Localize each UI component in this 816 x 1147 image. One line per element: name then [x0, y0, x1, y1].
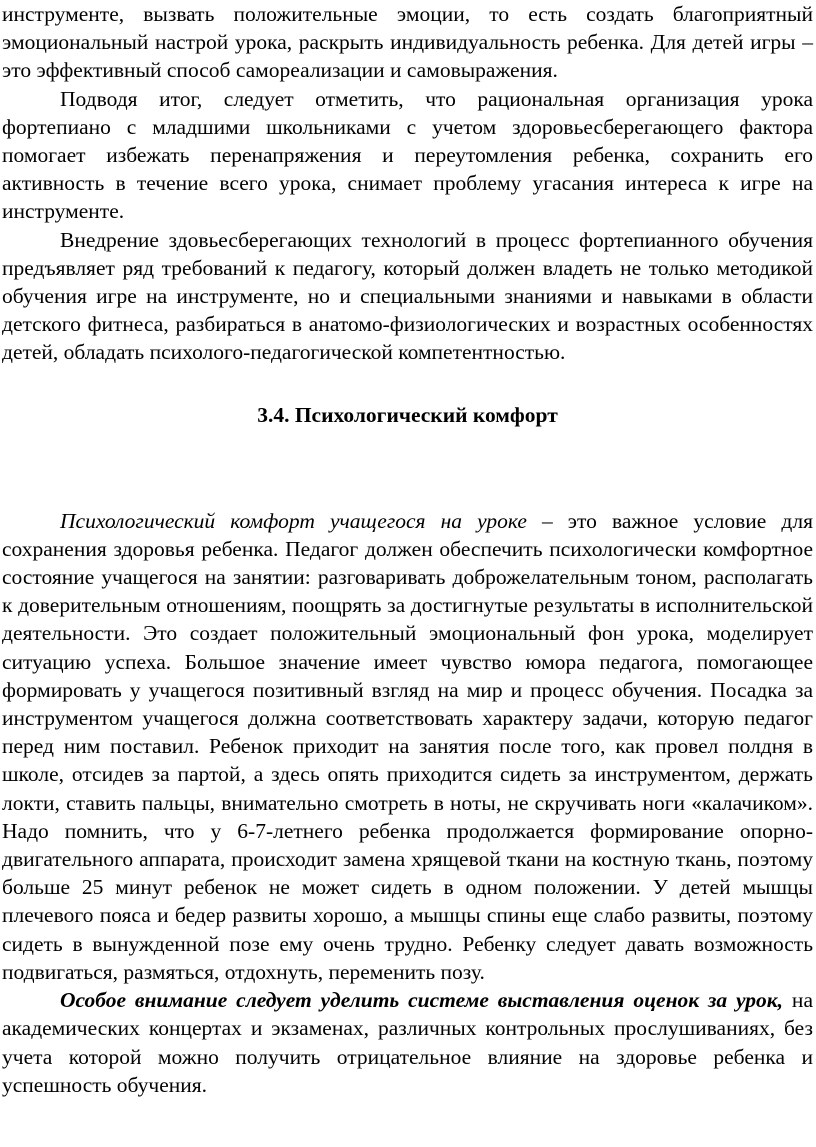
paragraph-summary: Подводя итог, следует отметить, что рациональная организация урока фортепиано с младшими школьниками с учетом здоровьесберегающего фактора помогает избежать перенапряжения и переутомления ребенка, сохранить его активность в течение всего урока, снимает проблему угасания интереса к игре на инструменте.: [2, 86, 813, 224]
paragraph-requirements: Внедрение здовьесберегающих технологий в процесс фортепианного обучения предъявляет ряд требований к педагогу, который должен владеть не только методикой обучения игре на инструменте, но и специальными знаниями и навыками в области детского фитнеса, разбираться в анатомо-физиологических и возрастных особенностях детей, обладать психолого-педагогической компетентностью.: [2, 227, 813, 365]
paragraph-body-text: – это важное условие для сохранения здоровья ребенка. Педагог должен обеспечить психологически комфортное состояние учащегося на занятии: разговаривать доброжелательным тоном, располагать к доверительным отношениям, поощрять за достигнутые результаты в исполнительской деятельности. Это создает положительный эмоциональный фон урока, моделирует ситуацию успеха. Большое значение имеет чувство юмора педагога, помогающее формировать у учащегося позитивный взгляд на мир и процесс обучения. Посадка за инструментом учащегося должна соответствовать характеру задачи, которую педагог перед ним поставил. Ребенок приходит на занятия после того, как провел полдня в школе, отсидев за партой, а здесь опять приходится сидеть за инструментом, держать локти, ставить пальцы, внимательно смотреть в ноты, не скручивать ноги «калачиком». Надо помнить, что у 6-7-летнего ребенка продолжается формирование опорно-двигательного аппарата, происходит замена хрящевой ткани на костную ткань, поэтому больше 25 минут ребенок не может сидеть в одном положении. У детей мышцы плечевого пояса и бедер развиты хорошо, а мышцы спины еще слабо развиты, поэтому сидеть в вынужденной позе ему очень трудно. Ребенку следует давать возможность подвигаться, размяться, отдохнуть, переменить позу.: [2, 508, 813, 984]
paragraph-grading-system: [2, 986, 813, 1099]
paragraph-body-text-2: на академических концертах и экзаменах, различных контрольных прослушиваниях, без учета которой можно получить отрицательное влияние на здоровье ребенка и успешность обучения.: [2, 988, 813, 1097]
paragraph-psychological-comfort: [2, 507, 813, 986]
italic-lead-phrase: Психологический комфорт учащегося на уроке: [60, 508, 527, 533]
blank-spacer: [2, 429, 813, 507]
section-heading: 3.4. Психологический комфорт: [257, 402, 558, 427]
bold-italic-lead-phrase: Особое внимание следует уделить системе выставления оценок за урок,: [60, 988, 784, 1013]
paragraph-continuation: инструменте, вызвать положительные эмоции, то есть создать благоприятный эмоциональный настрой урока, раскрыть индивидуальность ребенка. Для детей игры – это эффективный способ самореализации и самовыражения.: [2, 2, 813, 83]
